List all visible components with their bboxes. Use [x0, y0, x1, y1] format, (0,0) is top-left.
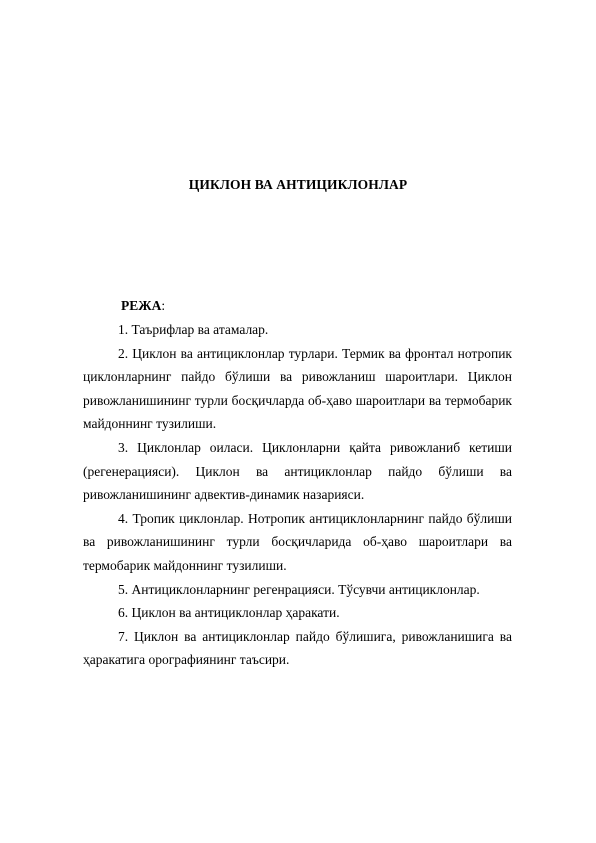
- plan-list: [83, 318, 512, 672]
- document-title: ЦИКЛОН ВА АНТИЦИКЛОНЛАР: [188, 177, 408, 192]
- plan-label: РЕЖА: [121, 298, 162, 313]
- plan-item: 6. Циклон ва антициклонлар ҳаракати.: [118, 605, 340, 621]
- plan-item: 1. Таърифлар ва атамалар.: [118, 322, 269, 337]
- plan-heading: [121, 298, 165, 314]
- plan-item: 7. Циклон ва антициклонлар пайдо бўлишига, ривожланишига ва ҳаракатига орографиянинг таъсири.: [83, 628, 512, 668]
- plan-item: 4. Тропик циклонлар. Нотропик антициклонларнинг пайдо бўлиши ва ривожланишининг турли босқичларида об-ҳаво шароитлари ва термобарик майдоннинг тузилиши.: [83, 510, 512, 573]
- plan-item: 2. Циклон ва антициклонлар турлари. Термик ва фронтал нотропик циклонларнинг пайдо бўлиши ва ривожланиш шароитлари. Циклон ривожланишининг турли босқичларда об-ҳаво шароитлари ва термобарик майдоннинг тузилиши.: [83, 345, 512, 432]
- plan-colon: :: [161, 298, 166, 313]
- plan-item: 5. Антициклонларнинг регенрацияси. Тўсувчи антициклонлар.: [118, 581, 480, 597]
- plan-item: 3. Циклонлар оиласи. Циклонларни қайта ривожланиб кетиши (регенерацияси). Циклон ва антициклонлар пайдо бўлиши ва ривожланишининг адвектив-динамик назарияси.: [83, 439, 512, 503]
